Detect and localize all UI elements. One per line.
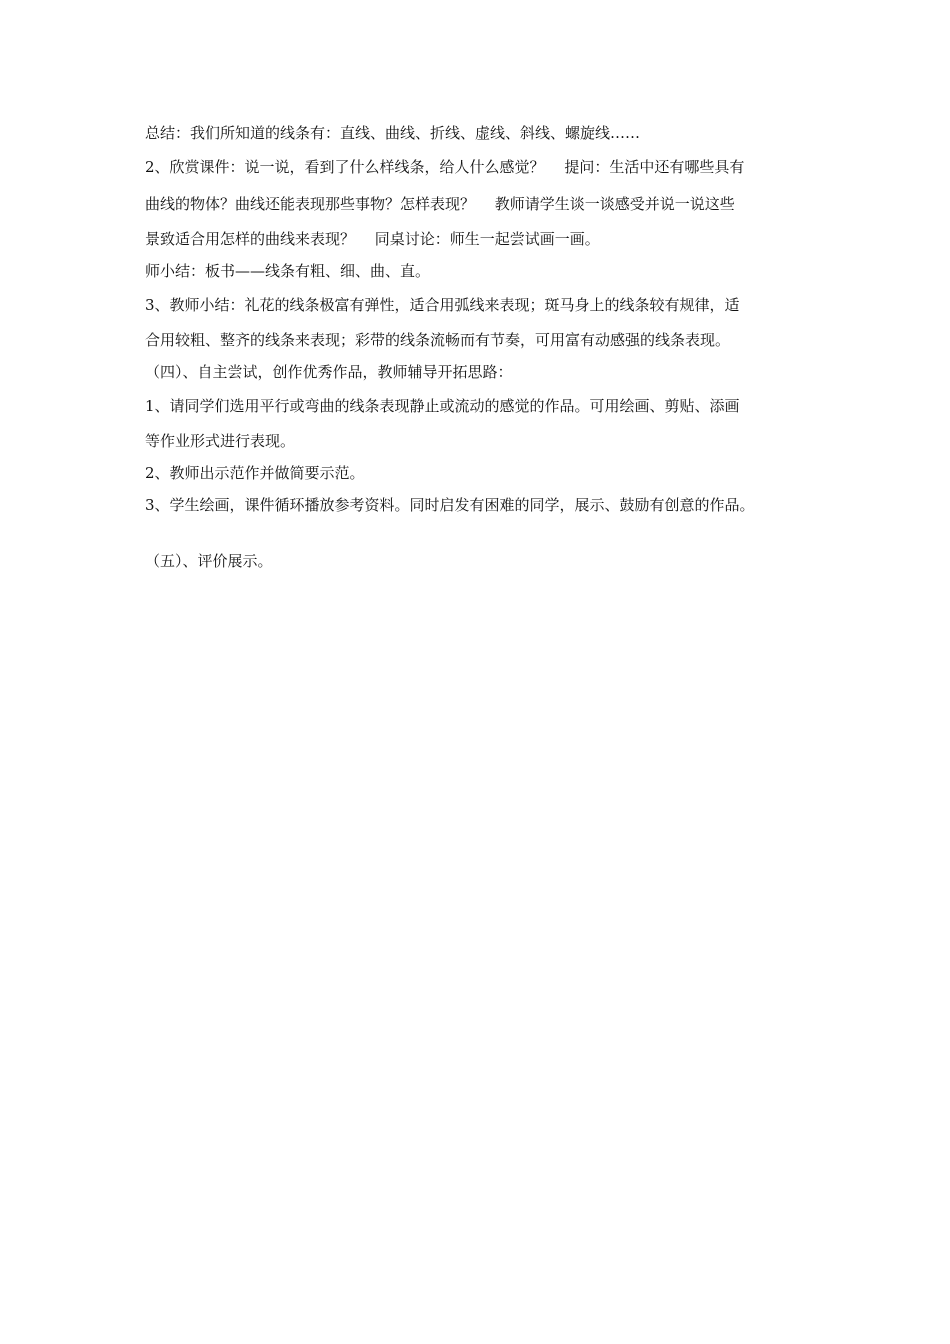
section-5-heading: （五）、评价展示。: [145, 552, 273, 570]
summary-line: 总结：我们所知道的线条有：直线、曲线、折线、虚线、斜线、螺旋线……: [145, 124, 641, 142]
blank-spacer: [145, 521, 817, 543]
paragraph-3-line-1: 3、教师小结：礼花的线条极富有弹性，适合用弧线来表现；斑马身上的线条较有规律，适: [145, 296, 740, 314]
item-1-line-1: 1、请同学们选用平行或弯曲的线条表现静止或流动的感觉的作品。可用绘画、剪贴、添画: [145, 397, 740, 415]
paragraph-2-line-1: 2、欣赏课件：说一说，看到了什么样线条，给人什么感觉？ 提问：生活中还有哪些具有: [145, 158, 745, 176]
item-3-line: 3、学生绘画，课件循环播放参考资料。同时启发有困难的同学，展示、鼓励有创意的作品。: [145, 496, 755, 514]
item-2-line: 2、教师出示范作并做简要示范。: [145, 464, 365, 482]
teacher-summary-line: 师小结：板书——线条有粗、细、曲、直。: [145, 262, 431, 280]
paragraph-3-line-2: 合用较粗、整齐的线条来表现；彩带的线条流畅而有节奏，可用富有动感强的线条表现。: [145, 331, 731, 349]
section-4-heading: （四）、自主尝试，创作优秀作品，教师辅导开拓思路：: [145, 363, 513, 381]
item-1-line-2: 等作业形式进行表现。: [145, 432, 296, 450]
document-body: [145, 117, 817, 580]
paragraph-2-line-2: 曲线的物体？曲线还能表现那些事物？怎样表现？ 教师请学生谈一谈感受并说一说这些: [145, 195, 735, 213]
paragraph-2-line-3: 景致适合用怎样的曲线来表现？ 同桌讨论：师生一起尝试画一画。: [145, 230, 600, 248]
